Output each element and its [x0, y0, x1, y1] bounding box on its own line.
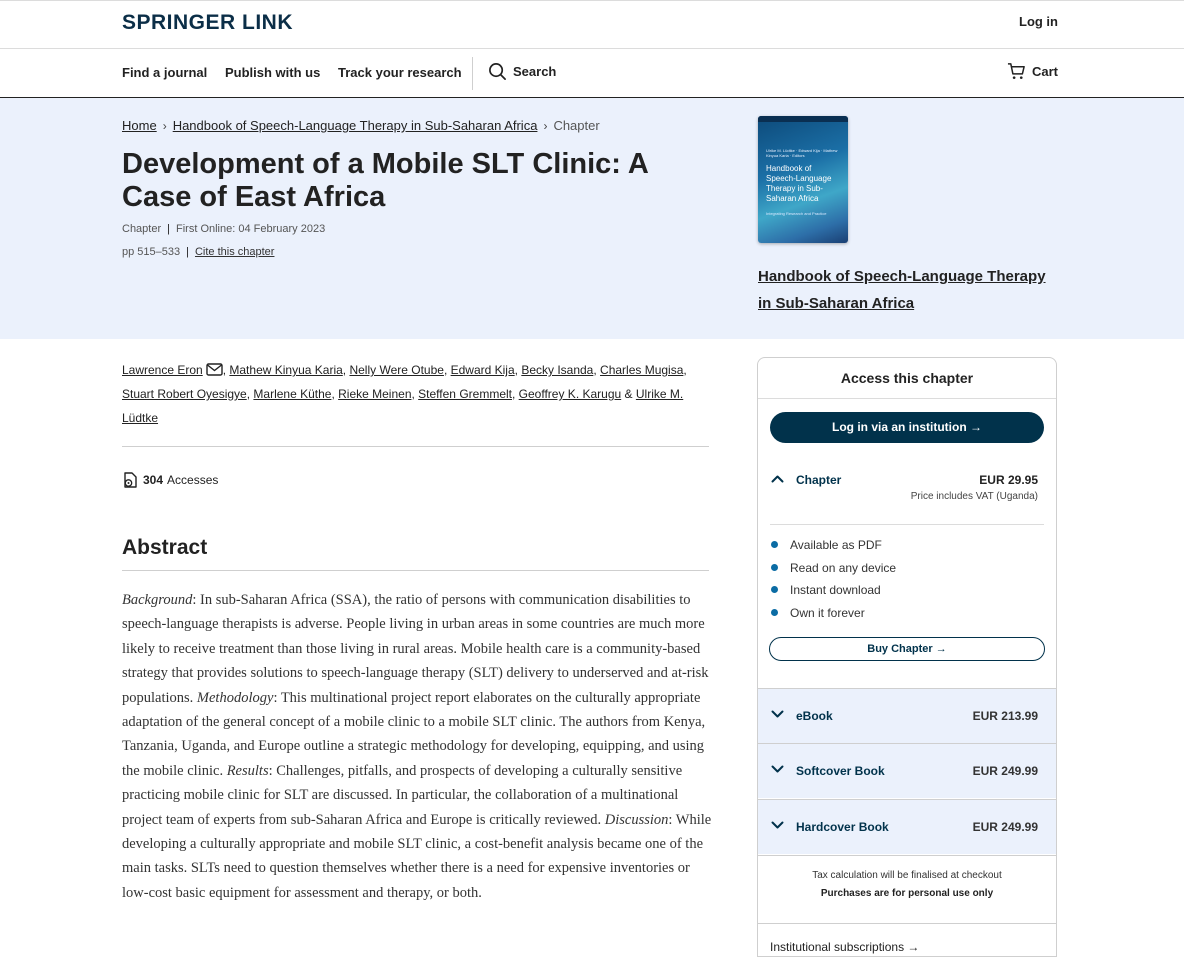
chapter-pages-meta: pp 515–533 | Cite this chapter	[122, 246, 275, 258]
author-link[interactable]: Rieke Meinen	[338, 387, 412, 401]
cite-chapter-link[interactable]: Cite this chapter	[194, 246, 275, 258]
abstract-label: Background	[122, 592, 193, 608]
nav-publish[interactable]: Publish with us	[225, 65, 321, 80]
purchase-option-ebook[interactable]	[758, 688, 1056, 743]
nav-separator	[472, 57, 473, 90]
chevron-down-icon	[771, 765, 784, 774]
option-price: EUR 249.99	[972, 820, 1038, 834]
feature-item: Own it forever	[770, 605, 896, 628]
chevron-right-icon: ›	[162, 118, 167, 133]
option-price: EUR 213.99	[972, 709, 1038, 723]
chevron-up-icon[interactable]	[771, 474, 784, 483]
tax-note-box	[758, 855, 1056, 923]
chevron-down-icon	[771, 710, 784, 719]
option-label: Softcover Book	[796, 764, 885, 778]
search-icon	[488, 62, 507, 81]
login-institution-button[interactable]: Log in via an institution →	[770, 412, 1044, 443]
chapter-purchase-option	[758, 456, 1056, 690]
breadcrumb-current: Chapter	[553, 118, 600, 133]
first-online: First Online: 04 February 2023	[176, 223, 326, 235]
top-bar	[0, 0, 1184, 49]
cover-authors: Ulrike M. Lüdtke · Edward Kija · Mathew Kinyua Karia · Editors	[766, 148, 838, 158]
nav-find-journal[interactable]: Find a journal	[122, 65, 208, 80]
cart-icon	[1007, 62, 1026, 81]
abstract-label: Discussion	[604, 811, 669, 828]
nav-search-label: Search	[513, 64, 557, 79]
author-link[interactable]: Becky Isanda	[521, 363, 594, 377]
login-link[interactable]: Log in	[1019, 14, 1058, 29]
nav-track-research[interactable]: Track your research	[338, 65, 462, 80]
chapter-features	[770, 537, 896, 627]
breadcrumb	[122, 118, 600, 133]
cover-title: Handbook of Speech-Language Therapy in Sub-Saharan Africa	[766, 164, 832, 203]
institutional-subscriptions	[758, 923, 1056, 957]
author-link[interactable]: Steffen Gremmelt	[418, 387, 512, 401]
divider	[122, 570, 709, 571]
chapter-option-label[interactable]: Chapter	[796, 473, 842, 487]
springer-link-logo[interactable]: SPRINGER LINK	[122, 11, 294, 34]
author-link[interactable]: Stuart Robert Oyesigye	[122, 387, 247, 401]
feature-item: Read on any device	[770, 560, 896, 583]
download-icon	[122, 471, 139, 489]
book-cover[interactable]	[758, 116, 848, 243]
author-link[interactable]: Marlene Küthe	[253, 387, 332, 401]
abstract-heading: Abstract	[122, 536, 208, 559]
chapter-price: EUR 29.95	[979, 473, 1038, 487]
author-link[interactable]: Edward Kija	[450, 363, 515, 377]
access-panel	[757, 357, 1057, 957]
option-label: Hardcover Book	[796, 820, 889, 834]
author-link[interactable]: Geoffrey K. Karugu	[518, 387, 622, 401]
abstract-label: Methodology	[196, 689, 274, 706]
author-list: Lawrence Eron , Mathew Kinyua Karia, Nelly Were Otube, Edward Kija, Becky Isanda, Charles Mugisa, Stuart Robert Oyesigye, Marlene Küthe, Rieke Meinen, Steffen Gremmelt, Geoffrey K. Karugu & Ulrike M. Lüdtke	[122, 363, 687, 425]
personal-use-note: Purchases are for personal use only	[820, 888, 994, 899]
breadcrumb-home[interactable]: Home	[122, 118, 157, 133]
chapter-type: Chapter	[122, 223, 162, 235]
cover-subtitle: Integrating Research and Practice	[766, 211, 827, 216]
feature-item: Instant download	[770, 582, 896, 605]
option-label: eBook	[796, 709, 833, 723]
author-link[interactable]: Charles Mugisa	[600, 363, 684, 377]
chevron-right-icon: ›	[543, 118, 548, 133]
purchase-option-softcover[interactable]	[758, 743, 1056, 798]
author-link[interactable]: Nelly Were Otube	[349, 363, 444, 377]
nav-cart-label: Cart	[1031, 64, 1058, 79]
author-ampersand: &	[624, 387, 633, 401]
nav-bar	[0, 49, 1184, 98]
abstract-segment: : This multinational project report elaborates on the culturally appropriate adaptation of the general concept of a mobile clinic to a mobile SLT clinic. The authors from Kenya, Tanzania, Uganda, and Europe outline a strategic methodology for developing, equipping, and using the mobile clinic.	[122, 689, 706, 779]
email-icon[interactable]	[206, 363, 223, 376]
tax-note: Tax calculation will be finalised at checkout	[812, 870, 1002, 881]
abstract-text	[122, 588, 712, 905]
abstract-label: Results	[226, 762, 269, 779]
divider	[770, 524, 1044, 525]
chapter-meta: Chapter | First Online: 04 February 2023	[122, 223, 326, 235]
author-link[interactable]: Ulrike M. Lüdtke	[122, 387, 684, 425]
nav-cart[interactable]	[1007, 62, 1058, 81]
author-link[interactable]: Lawrence Eron	[122, 363, 203, 377]
chapter-hero	[0, 98, 1184, 339]
abstract-segment: : In sub-Saharan Africa (SSA), the ratio of persons with communication disabilities to speech-language therapists is adverse. People living in urban areas in some countries are much more likely to receive treatment than those living in rural areas. Mobile health care is a community-based strategy that provides solutions to speech-language therapy (SLT) delivery to underserved and at-risk populations.	[122, 592, 709, 706]
feature-item: Available as PDF	[770, 537, 896, 560]
chapter-pages: pp 515–533	[122, 246, 181, 258]
accesses-label: Accesses	[167, 473, 219, 487]
buy-chapter-button[interactable]: Buy Chapter →	[769, 637, 1045, 661]
vat-note: Price includes VAT (Uganda)	[910, 491, 1038, 502]
purchase-option-hardcover[interactable]	[758, 799, 1056, 854]
institutional-subscriptions-link[interactable]: Institutional subscriptions →	[770, 940, 920, 954]
divider	[122, 446, 709, 447]
accesses-count: 304	[143, 473, 164, 487]
page-title: Development of a Mobile SLT Clinic: A Case of East Africa	[122, 148, 648, 213]
author-link[interactable]: Mathew Kinyua Karia	[229, 363, 343, 377]
abstract-segment: : While developing a culturally appropriate and mobile SLT clinic, a cost-benefit analysis became one of the main tasks. SLTs need to question themselves whether there is a need for expensive inventories or low-cost basic equipment for assessment and therapy, or both.	[122, 811, 712, 901]
abstract-segment: : Challenges, pitfalls, and prospects of developing a culturally sensitive practicing mobile clinic for SLT are discussed. In particular, the collaboration of a multinational project team of experts from sub-Saharan Africa and Europe is critically reviewed.	[122, 762, 683, 828]
option-price: EUR 249.99	[972, 764, 1038, 778]
nav-search[interactable]	[488, 62, 556, 81]
breadcrumb-book[interactable]: Handbook of Speech-Language Therapy in Sub-Saharan Africa	[172, 118, 538, 133]
access-panel-heading: Access this chapter	[758, 358, 1056, 399]
accesses-metric	[122, 471, 218, 489]
chevron-down-icon	[771, 821, 784, 830]
book-title-link[interactable]: Handbook of Speech-Language Therapy in Sub-Saharan Africa	[758, 268, 1046, 312]
